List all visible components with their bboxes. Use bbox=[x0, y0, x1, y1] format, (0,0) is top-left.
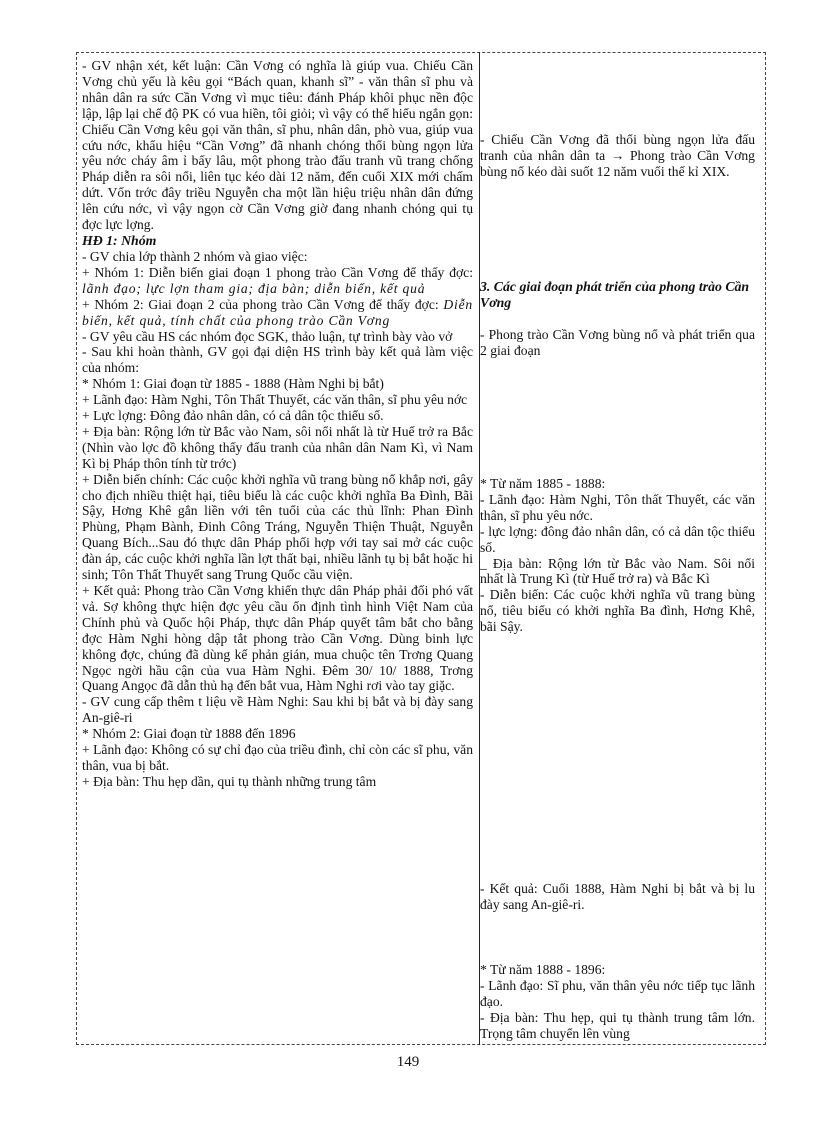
group-1-leadership: + Lãnh đạo: Hàm Nghi, Tôn Thất Thuyết, các văn thân, sĩ phu yêu nớc bbox=[82, 392, 468, 408]
group-1-task: + Nhóm 1: Diễn biến giai đoạn 1 phong trào Cần Vơng để thấy đợc: lãnh đạo; lực lợn tham gia; địa bàn; diễn biến, kết quả bbox=[82, 264, 473, 296]
group-1-title: * Nhóm 1: Giai đoạn từ 1885 - 1888 (Hàm Nghi bị bắt) bbox=[82, 376, 384, 392]
right-column bbox=[479, 52, 766, 1045]
group-1-area: + Địa bàn: Rộng lớn từ Bắc vào Nam, sôi nổi nhất là từ Huế trở ra Bắc (Nhìn vào lợc đồ không thấy đấu tranh của nhân dân Nam Kì, vì Nam Kì bị Pháp thôn tính từ trớc) bbox=[82, 423, 473, 471]
stage-2-block bbox=[480, 962, 755, 1042]
group-2-task: + Nhóm 2: Giai đoạn 2 của phong trào Cần Vơng để thấy đợc: Diễn biến, kết quả, tính chất của phong trào Cần Vơng bbox=[82, 296, 473, 328]
left-column bbox=[76, 52, 479, 1045]
stage-2-area: - Địa bàn: Thu hẹp, qui tụ thành trung tâm lớn. Trọng tâm chuyển lên vùng bbox=[480, 1009, 755, 1041]
stage-1-events: - Diễn biến: Các cuộc khởi nghĩa vũ trang bùng nổ, tiêu biểu có khởi nghĩa Ba đình, Hơng Khê, bãi Sậy. bbox=[480, 587, 755, 635]
teacher-conclusion: - GV nhận xét, kết luận: Cần Vơng có nghĩa là giúp vua. Chiếu Cần Vơng chủ yếu là kêu gọi “Bách quan, khanh sĩ” - văn thân sĩ phu và nhân dân ra sức Cần Vơng vì mục tiêu: đánh Pháp khôi phục nền độc lập, lập lại chế độ PK có vua hiền, tôi giỏi; vì vậy có thể hiểu ngắn gọn: Chiếu Cần Vơng kêu gọi văn thân, sĩ phu, nhân dân, phò vua, giúp vua cứu nớc, khẩu hiệu “Cần Vơng” đã nhanh chóng thổi bùng ngọn lửa yêu nớc cháy âm ỉ bấy lâu, một phong trào đấu tranh vũ trang chống Pháp diễn ra sôi nổi, liên tục kéo dài 12 năm, đến cuối XIX mới chấm dứt. Vốn trớc đây triều Nguyễn cha một lần hiệu triệu nhân dân đứng lên cứu nớc, vì vậy ngọn cờ Cần Vơng giờ đang nhanh chóng qui tụ đợc lực lợng. bbox=[82, 58, 473, 233]
arrow-right-icon: → bbox=[610, 147, 625, 163]
page-number: 149 bbox=[396, 1054, 420, 1070]
group-1-result: + Kết quả: Phong trào Cần Vơng khiến thực dân Pháp phải đối phó vất vả. Sợ không thực hiện đợc yêu cầu ổn định tình hình Việt Nam của Chính phủ và Quốc hội Pháp, thực dân Pháp quyết tâm bắt cho bằng đợc Hàm Nghi hòng dập tắt phong trào Cần Vơng. Dùng binh lực không đợc, chúng đã dùng kế phản gián, mua chuộc tên Trơng Quang Ngọc ngời hầu cận của vua Hàm Nghi. Đêm 30/ 10/ 1888, Trơng Quang Angọc đã dẫn thủ hạ đến bắt vua, Hàm Nghi rơi vào tay giặc. bbox=[82, 583, 473, 694]
group-1-events: + Diễn biến chính: Các cuộc khởi nghĩa vũ trang bùng nổ khắp nơi, gây cho địch nhiều thiệt hại, tiêu biểu là các cuộc khởi nghĩa Ba Đình, Bãi Sậy, Hơng Khê gắn liền với tên tuổi của các thủ lĩnh: Phan Đình Phùng, Phạm Bành, Đinh Công Tráng, Nguyễn Thiện Thuật, Nguyễn Quang Bích...Sau đó thực dân Pháp phối hợp với tay sai mở các cuộc đàn áp, các cuộc khởi nghĩa lần lợt thất bại, nhiều lãnh tụ bị bắt hoặc hi sinh; Tôn Thất Thuyết sang Trung Quốc cầu viện. bbox=[82, 471, 473, 583]
section-heading-stages: 3. Các giai đoạn phát triển của phong trào Cần Vơng bbox=[480, 279, 750, 310]
group-2-leadership: + Lãnh đạo: Không có sự chỉ đạo của triều đình, chỉ còn các sĩ phu, văn thân, vua bị bắt. bbox=[82, 742, 473, 773]
stage-1-result: - Kết quả: Cuối 1888, Hàm Nghi bị bắt và bị lu đày sang An-giê-ri. bbox=[480, 881, 755, 912]
stage-2-title: * Từ năm 1888 - 1896: bbox=[480, 962, 606, 977]
stage-1-forces: - lực lợng: đông đảo nhân dân, có cả dân tộc thiểu số. bbox=[480, 523, 755, 555]
group-1-forces: + Lực lợng: Đông đảo nhân dân, có cả dân tộc thiểu số. bbox=[82, 408, 384, 424]
stage-1-leadership: - Lãnh đạo: Hàm Nghi, Tôn thất Thuyết, các văn thân, sĩ phu yêu nớc. bbox=[480, 491, 755, 523]
instruction-read-sgk: - GV yêu cầu HS các nhóm đọc SGK, thảo luận, tự trình bày vào vở bbox=[82, 328, 453, 344]
instruction-present: - Sau khi hoàn thành, GV gọi đại diện HS trình bày kết quả làm việc của nhóm: bbox=[82, 344, 473, 376]
can-vuong-summary: - Chiếu Cần Vơng đã thổi bùng ngọn lửa đấu tranh của nhân dân ta → Phong trào Cần Vơng bùng nổ kéo dài suốt 12 năm vuối thế kỉ XIX. bbox=[480, 132, 755, 179]
group-2-area: + Địa bàn: Thu hẹp dần, qui tụ thành những trung tâm bbox=[82, 773, 377, 789]
stage-1-area: _ Địa bàn: Rộng lớn từ Bắc vào Nam. Sôi nổi nhất là Trung Kì (từ Huế trở ra) và Bắc Kì bbox=[480, 555, 755, 587]
teacher-extra-info: - GV cung cấp thêm t liệu về Hàm Nghi: Sau khi bị bắt và bị đày sang An-giê-ri bbox=[82, 694, 473, 726]
group-division: - GV chia lớp thành 2 nhóm và giao việc: bbox=[82, 248, 308, 264]
stage-1-title: * Từ năm 1885 - 1888: bbox=[480, 476, 606, 491]
stage-2-leadership: - Lãnh đạo: Sĩ phu, văn thân yêu nớc tiếp tục lãnh đạo. bbox=[480, 977, 755, 1009]
stages-overview: - Phong trào Cần Vơng bùng nổ và phát triển qua 2 giai đoạn bbox=[480, 327, 755, 358]
stage-1-block bbox=[480, 476, 755, 635]
activity-heading: HĐ 1: Nhóm bbox=[82, 232, 157, 248]
group-2-title: * Nhóm 2: Giai đoạn từ 1888 đến 1896 bbox=[82, 726, 296, 742]
